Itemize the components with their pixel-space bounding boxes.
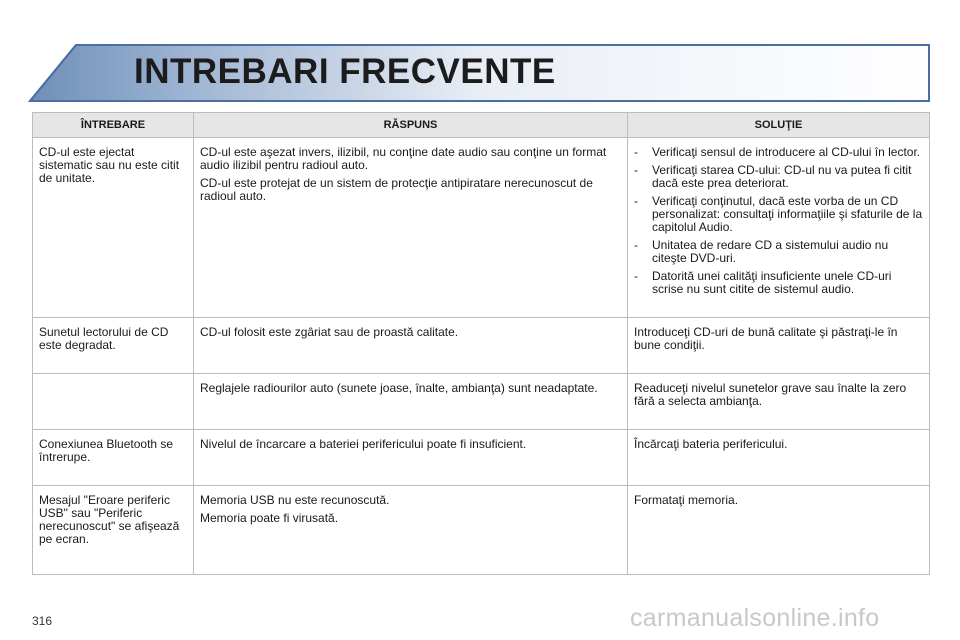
- answer-cell: [194, 374, 628, 430]
- solution-cell: Readuceţi nivelul sunetelor grave sau înalte la zero fără a selecta ambianţa.: [628, 374, 930, 430]
- column-header-question: ÎNTREBARE: [33, 113, 194, 138]
- table-row: [33, 138, 930, 318]
- question-cell: Conexiunea Bluetooth se întrerupe.: [33, 430, 194, 486]
- column-header-solution: SOLUŢIE: [628, 113, 930, 138]
- solution-item: - Verificaţi sensul de introducere al CD-ului în lector.: [634, 145, 921, 159]
- faq-table: [32, 112, 930, 575]
- solution-cell: Introduceţi CD-uri de bună calitate şi păstraţi-le în bune condiţii.: [628, 318, 930, 374]
- answer-text: CD-ul este aşezat invers, ilizibil, nu conţine date audio sau conţine un format audio ilizibil pentru radioul auto.: [200, 145, 607, 172]
- solution-item: - Unitatea de redare CD a sistemului audio nu citeşte DVD-uri.: [634, 238, 889, 265]
- question-cell: Sunetul lectorului de CD este degradat.: [33, 318, 194, 374]
- question-cell: CD-ul este ejectat sistematic sau nu este citit de unitate.: [33, 138, 194, 318]
- answer-cell: [194, 430, 628, 486]
- solution-list: [634, 146, 923, 296]
- answer-text: Memoria poate fi virusată.: [200, 511, 339, 525]
- watermark: carmanualsonline.info: [630, 604, 880, 632]
- table-row: [33, 486, 930, 575]
- table-row: [33, 374, 930, 430]
- answer-cell: [194, 318, 628, 374]
- solution-text: Verificaţi starea CD-ului: CD-ul nu va putea fi citit dacă este prea deteriorat.: [652, 163, 912, 190]
- answer-text: CD-ul folosit este zgâriat sau de proastă calitate.: [200, 325, 459, 339]
- column-header-answer: RĂSPUNS: [194, 113, 628, 138]
- solution-text: Unitatea de redare CD a sistemului audio nu citeşte DVD-uri.: [652, 238, 889, 265]
- table-row: [33, 430, 930, 486]
- answer-text: CD-ul este protejat de un sistem de protecţie antipiratare nerecunoscut de radioul auto.: [200, 176, 593, 203]
- answer-text: Memoria USB nu este recunoscută.: [200, 493, 390, 507]
- solution-cell: [628, 138, 930, 318]
- solution-item: - Verificaţi starea CD-ului: CD-ul nu va putea fi citit dacă este prea deteriorat.: [634, 163, 912, 190]
- question-cell: Mesajul "Eroare periferic USB" sau "Periferic nerecunoscut" se afişează pe ecran.: [33, 486, 194, 575]
- table-row: [33, 318, 930, 374]
- solution-cell: Încărcaţi bateria perifericului.: [628, 430, 930, 486]
- solution-text: Datorită unei calităţi insuficiente unele CD-uri scrise nu sunt citite de sistemul audio.: [652, 269, 892, 296]
- table-header-row: [33, 113, 930, 138]
- solution-item: - Datorită unei calităţi insuficiente unele CD-uri scrise nu sunt citite de sistemul audio.: [634, 269, 892, 296]
- answer-text: Nivelul de încarcare a bateriei perifericului poate fi insuficient.: [200, 437, 527, 451]
- answer-cell: [194, 138, 628, 318]
- solution-item: - Verificaţi conţinutul, dacă este vorba de un CD personalizat: consultaţi informaţiile şi sfaturile de la capitolul Audio.: [634, 194, 923, 234]
- solution-cell: Formataţi memoria.: [628, 486, 930, 575]
- solution-text: Verificaţi conţinutul, dacă este vorba de un CD personalizat: consultaţi informaţiile şi sfaturile de la capitolul Audio.: [652, 194, 923, 234]
- answer-text: Reglajele radiourilor auto (sunete joase, înalte, ambianţa) sunt neadaptate.: [200, 381, 598, 395]
- solution-text: Verificaţi sensul de introducere al CD-ului în lector.: [652, 145, 921, 159]
- page-number: 316: [32, 614, 53, 628]
- question-cell: [33, 374, 194, 430]
- page-title: INTREBARI FRECVENTE: [134, 52, 556, 91]
- answer-cell: [194, 486, 628, 575]
